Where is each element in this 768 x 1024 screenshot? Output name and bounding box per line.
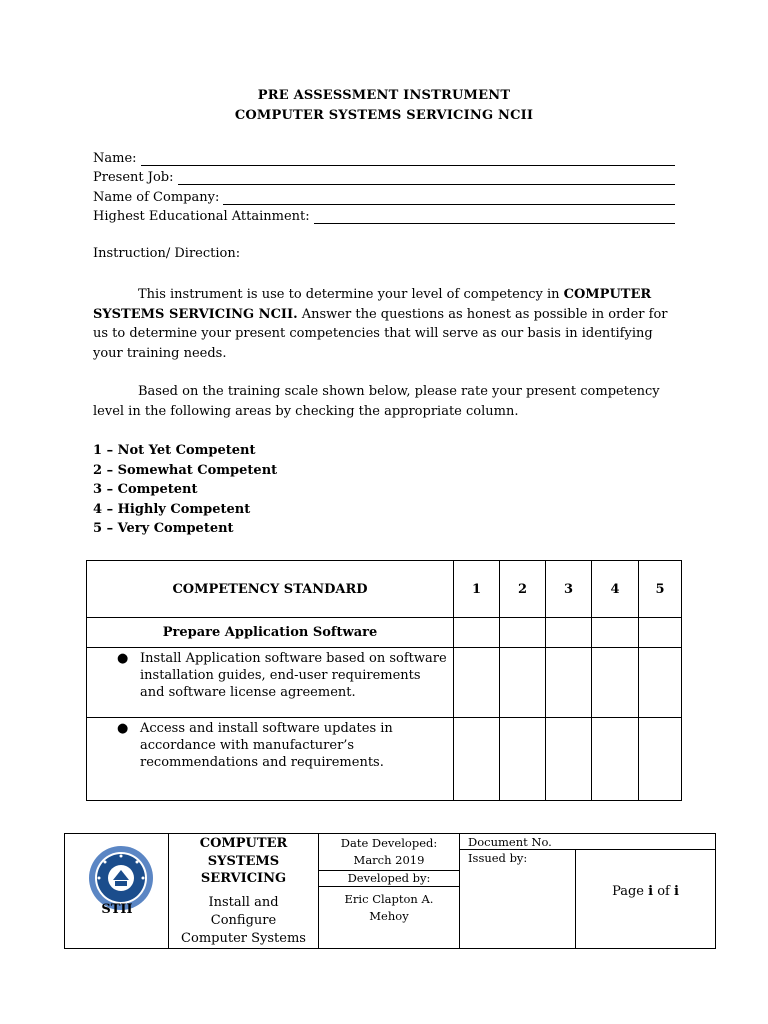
issued-by-label: Issued by: — [468, 851, 528, 865]
rating-cell[interactable] — [500, 718, 546, 801]
footer-date-cell — [319, 834, 460, 871]
instruction-text-2: Based on the training scale shown below, please rate your present competency level in the following areas by checking the appropriate column. — [93, 384, 660, 419]
rating-column-header: 4 — [592, 561, 639, 618]
education-field[interactable] — [93, 205, 675, 225]
page-number — [576, 884, 715, 899]
document-number-label: Document No. — [468, 835, 552, 849]
rating-cell[interactable] — [639, 618, 682, 648]
instruction-text-start: This instrument is use to determine your level of competency in — [138, 287, 560, 302]
rating-cell[interactable] — [592, 618, 639, 648]
rating-scale — [93, 441, 277, 539]
instruction-bold-course: COMPUTER SYSTEMS SERVICING NCII. — [93, 287, 652, 322]
module-title-line: Install and — [208, 894, 279, 910]
rating-cell[interactable] — [500, 618, 546, 648]
rating-cell[interactable] — [592, 718, 639, 801]
rating-column-header: 5 — [639, 561, 682, 618]
competency-item — [87, 718, 454, 801]
competency-text: Install Application software based on software installation guides, end-user requirements and software license agreement. — [140, 651, 447, 700]
date-developed-value: March 2019 — [353, 852, 425, 867]
rating-cell[interactable] — [546, 618, 592, 648]
bullet-icon: ● — [117, 721, 129, 736]
date-developed-label: Date Developed: — [340, 836, 438, 850]
rating-cell[interactable] — [639, 648, 682, 718]
competency-standard-header: COMPETENCY STANDARD — [87, 561, 454, 618]
footer-developed-by-cell — [319, 871, 460, 887]
module-title-line: Configure — [210, 912, 277, 928]
name-line[interactable] — [141, 152, 675, 166]
footer-course-cell — [169, 834, 319, 948]
company-label: Name of Company: — [93, 189, 220, 205]
footer-issued-cell — [460, 850, 576, 948]
competency-table — [86, 560, 682, 801]
rating-column-header: 1 — [454, 561, 500, 618]
section-title: Prepare Application Software — [87, 618, 454, 648]
rating-cell[interactable] — [546, 648, 592, 718]
course-title — [169, 835, 318, 888]
instruction-paragraph-1 — [93, 285, 673, 363]
footer-page-cell — [576, 850, 715, 948]
course-title-line: SYSTEMS — [207, 853, 280, 869]
scale-item: 2 – Somewhat Competent — [93, 462, 278, 478]
rating-cell[interactable] — [500, 648, 546, 718]
page-of: of — [653, 884, 674, 899]
page-current: i — [648, 884, 654, 899]
instruction-label: Instruction/ Direction: — [93, 246, 241, 261]
table-row — [87, 718, 682, 801]
rating-cell[interactable] — [592, 648, 639, 718]
rating-cell[interactable] — [546, 718, 592, 801]
module-title-line: Computer Systems — [181, 930, 306, 946]
scale-item: 5 – Very Competent — [93, 521, 234, 537]
company-field[interactable] — [93, 185, 675, 205]
footer-docno-cell — [460, 834, 715, 850]
scale-item: 4 – Highly Competent — [93, 501, 251, 517]
table-header-row — [87, 561, 682, 618]
present-job-label: Present Job: — [93, 170, 174, 186]
footer-logo-cell — [65, 834, 169, 948]
education-label: Highest Educational Attainment: — [93, 209, 310, 225]
scale-item: 1 – Not Yet Competent — [93, 443, 256, 458]
page-total: i — [673, 884, 679, 899]
rating-cell[interactable] — [454, 618, 500, 648]
instruction-text-rest: Answer the questions as honest as possible in order for us to determine your present competencies that will serve as our basis in identifying your training needs. — [93, 306, 668, 361]
course-title-line: COMPUTER — [199, 836, 288, 851]
name-label: Name: — [93, 150, 137, 166]
rating-column-header: 3 — [546, 561, 592, 618]
rating-cell[interactable] — [639, 718, 682, 801]
document-title: PRE ASSESSMENT INSTRUMENT — [257, 88, 511, 103]
instruction-paragraph-2 — [93, 382, 673, 421]
scale-item: 3 – Competent — [93, 482, 198, 498]
company-line[interactable] — [223, 191, 675, 205]
footer-developer-cell — [319, 887, 460, 948]
course-title-line: SERVICING — [200, 871, 287, 886]
bullet-icon: ● — [117, 651, 129, 666]
page-prefix: Page — [612, 884, 649, 899]
developer-name-line: Eric Clapton A. — [344, 892, 434, 906]
table-row — [87, 648, 682, 718]
rating-cell[interactable] — [454, 648, 500, 718]
competency-item — [87, 648, 454, 718]
respondent-fields — [93, 146, 675, 224]
module-title — [169, 894, 318, 948]
education-line[interactable] — [314, 210, 675, 224]
name-field[interactable] — [93, 146, 675, 166]
rating-column-header: 2 — [500, 561, 546, 618]
developer-name-line: Mehoy — [369, 908, 409, 923]
document-subtitle: COMPUTER SYSTEMS SERVICING NCII — [234, 108, 534, 123]
section-row — [87, 618, 682, 648]
org-name: STII — [101, 902, 133, 917]
rating-cell[interactable] — [454, 718, 500, 801]
document-footer — [64, 833, 716, 949]
developed-by-label: Developed by: — [347, 871, 431, 885]
competency-text: Access and install software updates in accordance with manufacturer’s recommendations and requirements. — [140, 721, 393, 770]
present-job-field[interactable] — [93, 166, 675, 186]
present-job-line[interactable] — [178, 171, 676, 185]
